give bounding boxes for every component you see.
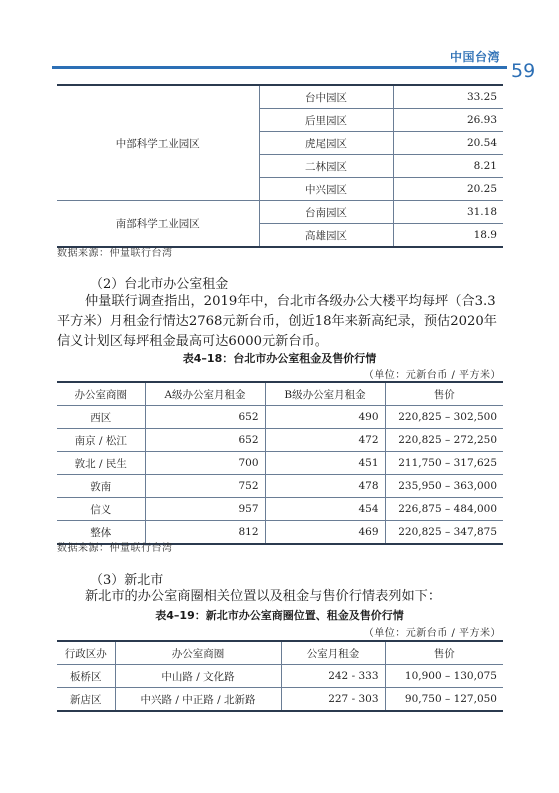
section-heading-taipei: （2）台北市办公室租金 <box>90 277 229 292</box>
table-row <box>57 498 503 521</box>
price-cell: 235,950 – 363,000 <box>385 475 503 498</box>
park-value: 33.25 <box>393 85 503 109</box>
park-name: 后里园区 <box>259 109 393 132</box>
science-park-table <box>57 84 503 248</box>
table-row <box>57 406 503 429</box>
park-value: 8.21 <box>393 155 503 178</box>
column-header: 办公室商圈 <box>115 641 281 665</box>
park-name: 台南园区 <box>259 201 393 224</box>
price-cell: 220,825 – 272,250 <box>385 429 503 452</box>
a-grade-rent-cell: 700 <box>145 452 265 475</box>
district-cell: 西区 <box>57 406 145 429</box>
price-cell: 10,900 – 130,075 <box>385 665 503 688</box>
b-grade-rent-cell: 490 <box>265 406 385 429</box>
b-grade-rent-cell: 478 <box>265 475 385 498</box>
a-grade-rent-cell: 652 <box>145 429 265 452</box>
column-header: 售价 <box>385 641 503 665</box>
column-header: 行政区办 <box>57 641 115 665</box>
park-name: 二林园区 <box>259 155 393 178</box>
park-value: 26.93 <box>393 109 503 132</box>
district-cell: 敦北 / 民生 <box>57 452 145 475</box>
district-cell: 南京 / 松江 <box>57 429 145 452</box>
b-grade-rent-cell: 472 <box>265 429 385 452</box>
section-paragraph-taipei: 仲量联行调查指出，2019年中，台北市各级办公大楼平均每坪（合3.3平方米）月租金行情达2768元新台币，创近18年来新高纪录，预估2020年信义计划区每坪租金最高可达6000元新台币。 <box>57 294 497 349</box>
monthly-rent-cell: 227 - 303 <box>281 688 385 712</box>
taipei-office-table <box>57 381 503 545</box>
running-header-title: 中国台湾 <box>450 50 501 64</box>
district-cell: 敦南 <box>57 475 145 498</box>
business-area-cell: 中兴路 / 中正路 / 北新路 <box>115 688 281 712</box>
table-row <box>57 688 503 712</box>
district-cell: 板桥区 <box>57 665 115 688</box>
table-row <box>57 429 503 452</box>
section-heading-new-taipei: （3）新北市 <box>90 573 164 588</box>
park-name: 虎尾园区 <box>259 132 393 155</box>
table-caption-4-18: 表4–18：台北市办公室租金及售价行情 <box>182 352 377 365</box>
b-grade-rent-cell: 451 <box>265 452 385 475</box>
price-cell: 220,825 – 302,500 <box>385 406 503 429</box>
source-note: 数据来源：仲量联行台湾 <box>57 543 173 554</box>
b-grade-rent-cell: 454 <box>265 498 385 521</box>
a-grade-rent-cell: 752 <box>145 475 265 498</box>
district-cell: 整体 <box>57 521 145 545</box>
table-row <box>57 452 503 475</box>
header-rule <box>52 66 507 69</box>
price-cell: 220,825 – 347,875 <box>385 521 503 545</box>
column-header: 办公室商圈 <box>57 382 145 406</box>
column-header: 售价 <box>385 382 503 406</box>
column-header: A级办公室月租金 <box>145 382 265 406</box>
table-row <box>57 475 503 498</box>
a-grade-rent-cell: 652 <box>145 406 265 429</box>
park-value: 20.54 <box>393 132 503 155</box>
table-header-row <box>57 641 503 665</box>
table-row <box>57 85 503 109</box>
column-header: B级办公室月租金 <box>265 382 385 406</box>
table-row <box>57 665 503 688</box>
table-caption-4-19: 表4–19：新北市办公室商圈位置、租金及售价行情 <box>155 609 404 622</box>
a-grade-rent-cell: 812 <box>145 521 265 545</box>
business-area-cell: 中山路 / 文化路 <box>115 665 281 688</box>
column-header: 公室月租金 <box>281 641 385 665</box>
source-note: 数据来源：仲量联行台湾 <box>57 248 173 259</box>
park-name: 台中园区 <box>259 85 393 109</box>
table-row <box>57 201 503 224</box>
district-cell: 新店区 <box>57 688 115 712</box>
b-grade-rent-cell: 469 <box>265 521 385 545</box>
monthly-rent-cell: 242 - 333 <box>281 665 385 688</box>
park-name: 高雄园区 <box>259 224 393 248</box>
price-cell: 90,750 – 127,050 <box>385 688 503 712</box>
park-value: 18.9 <box>393 224 503 248</box>
section-paragraph-new-taipei: 新北市的办公室商圈相关位置以及租金与售价行情表列如下： <box>85 589 442 604</box>
table-unit-4-18: （单位：元新台币 / 平方米） <box>363 370 501 381</box>
table-unit-4-19: （单位：元新台币 / 平方米） <box>363 628 501 639</box>
park-name: 中兴园区 <box>259 178 393 201</box>
price-cell: 226,875 – 484,000 <box>385 498 503 521</box>
new-taipei-office-table <box>57 640 503 712</box>
table-header-row <box>57 382 503 406</box>
district-cell: 信义 <box>57 498 145 521</box>
park-value: 31.18 <box>393 201 503 224</box>
a-grade-rent-cell: 957 <box>145 498 265 521</box>
park-value: 20.25 <box>393 178 503 201</box>
price-cell: 211,750 – 317,625 <box>385 452 503 475</box>
page-number: 59 <box>511 60 536 82</box>
park-group-name: 中部科学工业园区 <box>57 85 259 201</box>
park-group-name: 南部科学工业园区 <box>57 201 259 248</box>
